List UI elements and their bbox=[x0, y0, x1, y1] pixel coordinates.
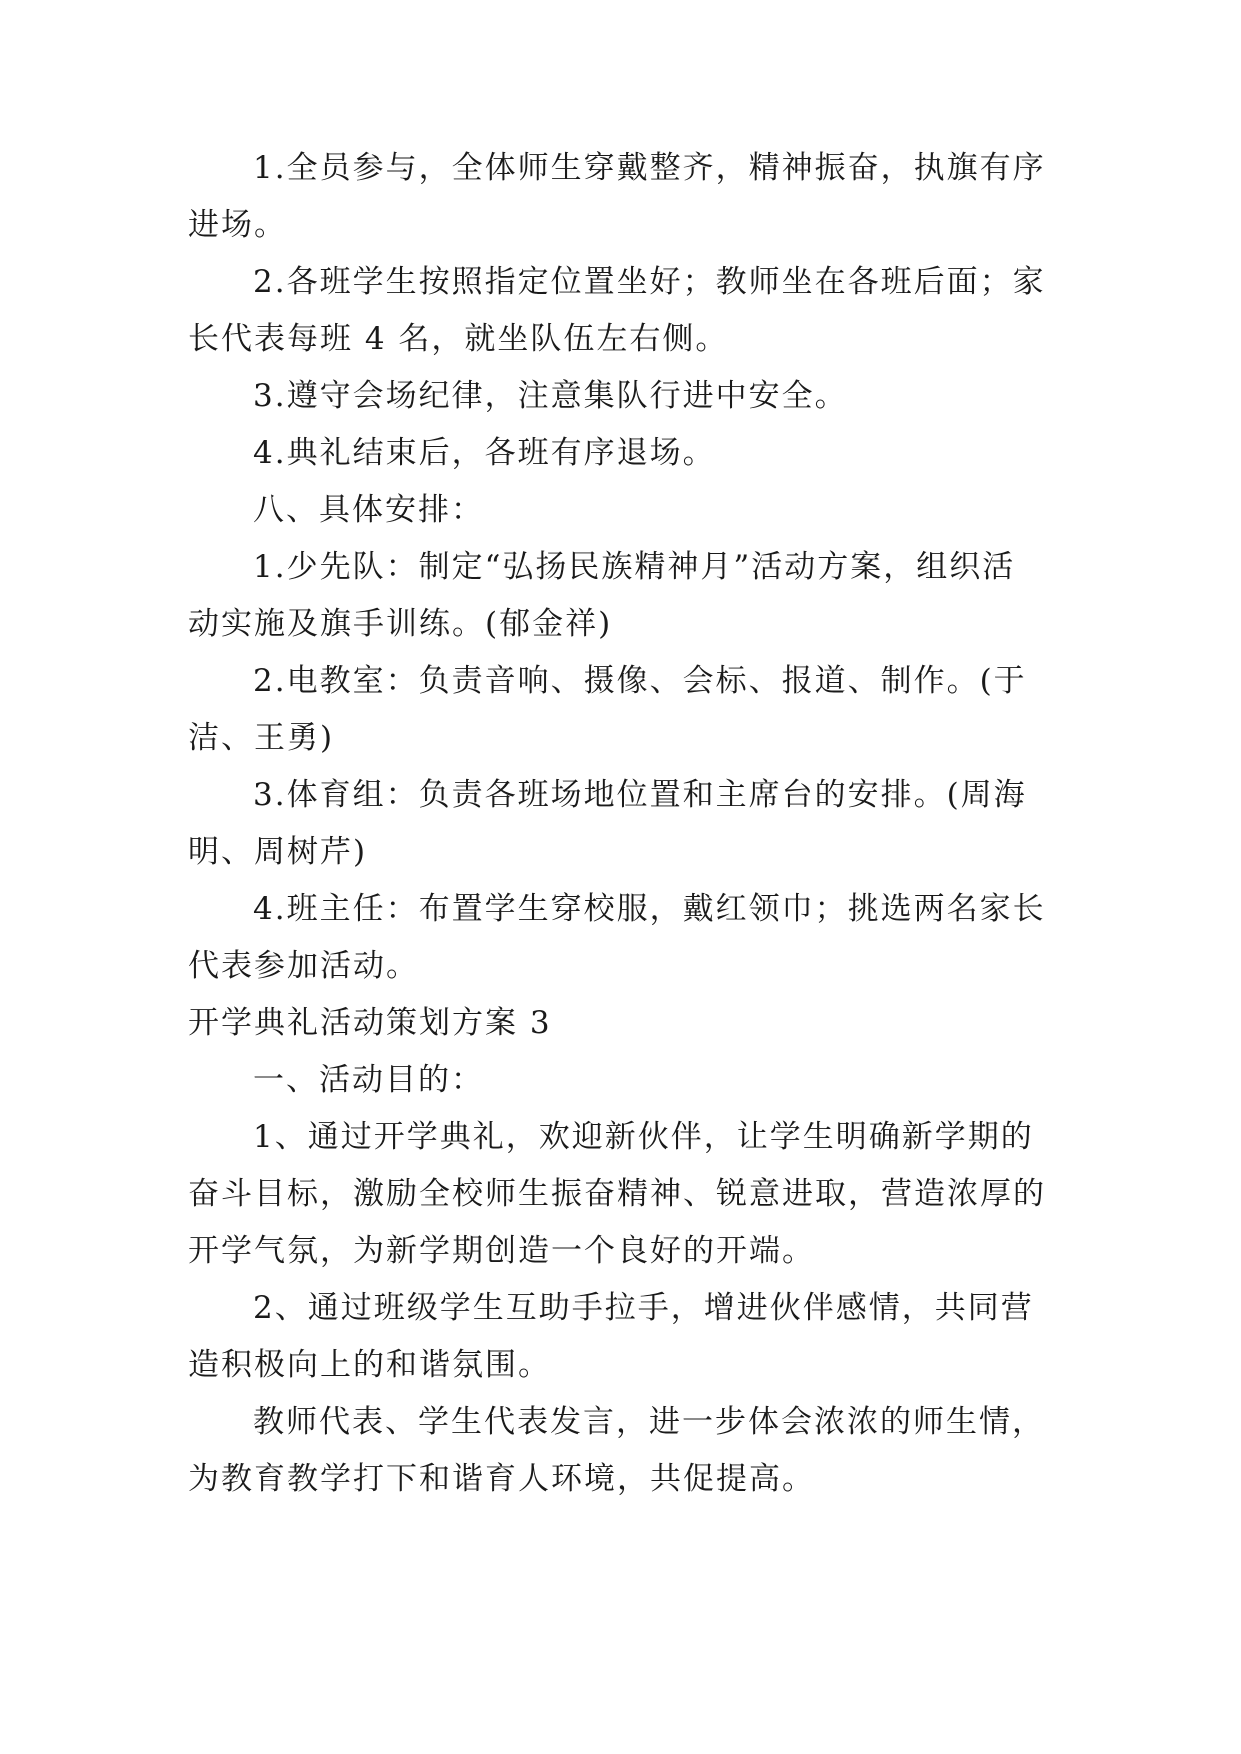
text-line: 3.体育组：负责各班场地位置和主席台的安排。(周海 bbox=[253, 777, 1027, 813]
text-line: 2.各班学生按照指定位置坐好；教师坐在各班后面；家 bbox=[253, 264, 1046, 300]
text-line: 进场。 bbox=[188, 207, 287, 243]
text-line: 奋斗目标，激励全校师生振奋精神、锐意进取，营造浓厚的 bbox=[188, 1176, 1046, 1212]
section-heading: 八、具体安排： bbox=[253, 492, 484, 528]
text-line: 2、通过班级学生互助手拉手，增进伙伴感情，共同营 bbox=[253, 1290, 1034, 1326]
text-line: 开学气氛，为新学期创造一个良好的开端。 bbox=[188, 1233, 815, 1269]
text-line: 代表参加活动。 bbox=[188, 948, 419, 984]
text-line: 4.典礼结束后，各班有序退场。 bbox=[253, 435, 716, 471]
text-line: 造积极向上的和谐氛围。 bbox=[188, 1347, 551, 1383]
section-heading: 一、活动目的： bbox=[253, 1062, 484, 1098]
text-line: 1.少先队：制定“弘扬民族精神月”活动方案，组织活 bbox=[253, 549, 1016, 585]
text-line: 1.全员参与，全体师生穿戴整齐，精神振奋，执旗有序 bbox=[253, 150, 1046, 186]
text-line: 教师代表、学生代表发言，进一步体会浓浓的师生情， bbox=[253, 1404, 1045, 1440]
text-line: 明、周树芹) bbox=[188, 834, 368, 870]
text-line: 洁、王勇) bbox=[188, 720, 335, 756]
document-title: 开学典礼活动策划方案 3 bbox=[188, 1005, 552, 1041]
text-line: 2.电教室：负责音响、摄像、会标、报道、制作。(于 bbox=[253, 663, 1027, 699]
text-line: 4.班主任：布置学生穿校服，戴红领巾；挑选两名家长 bbox=[253, 891, 1046, 927]
text-line: 3.遵守会场纪律，注意集队行进中安全。 bbox=[253, 378, 848, 414]
text-line: 动实施及旗手训练。(郁金祥) bbox=[188, 606, 613, 642]
text-line: 为教育教学打下和谐育人环境，共促提高。 bbox=[188, 1461, 815, 1497]
text-line: 长代表每班 4 名，就坐队伍左右侧。 bbox=[188, 321, 729, 357]
text-line: 1、通过开学典礼，欢迎新伙伴，让学生明确新学期的 bbox=[253, 1119, 1034, 1155]
